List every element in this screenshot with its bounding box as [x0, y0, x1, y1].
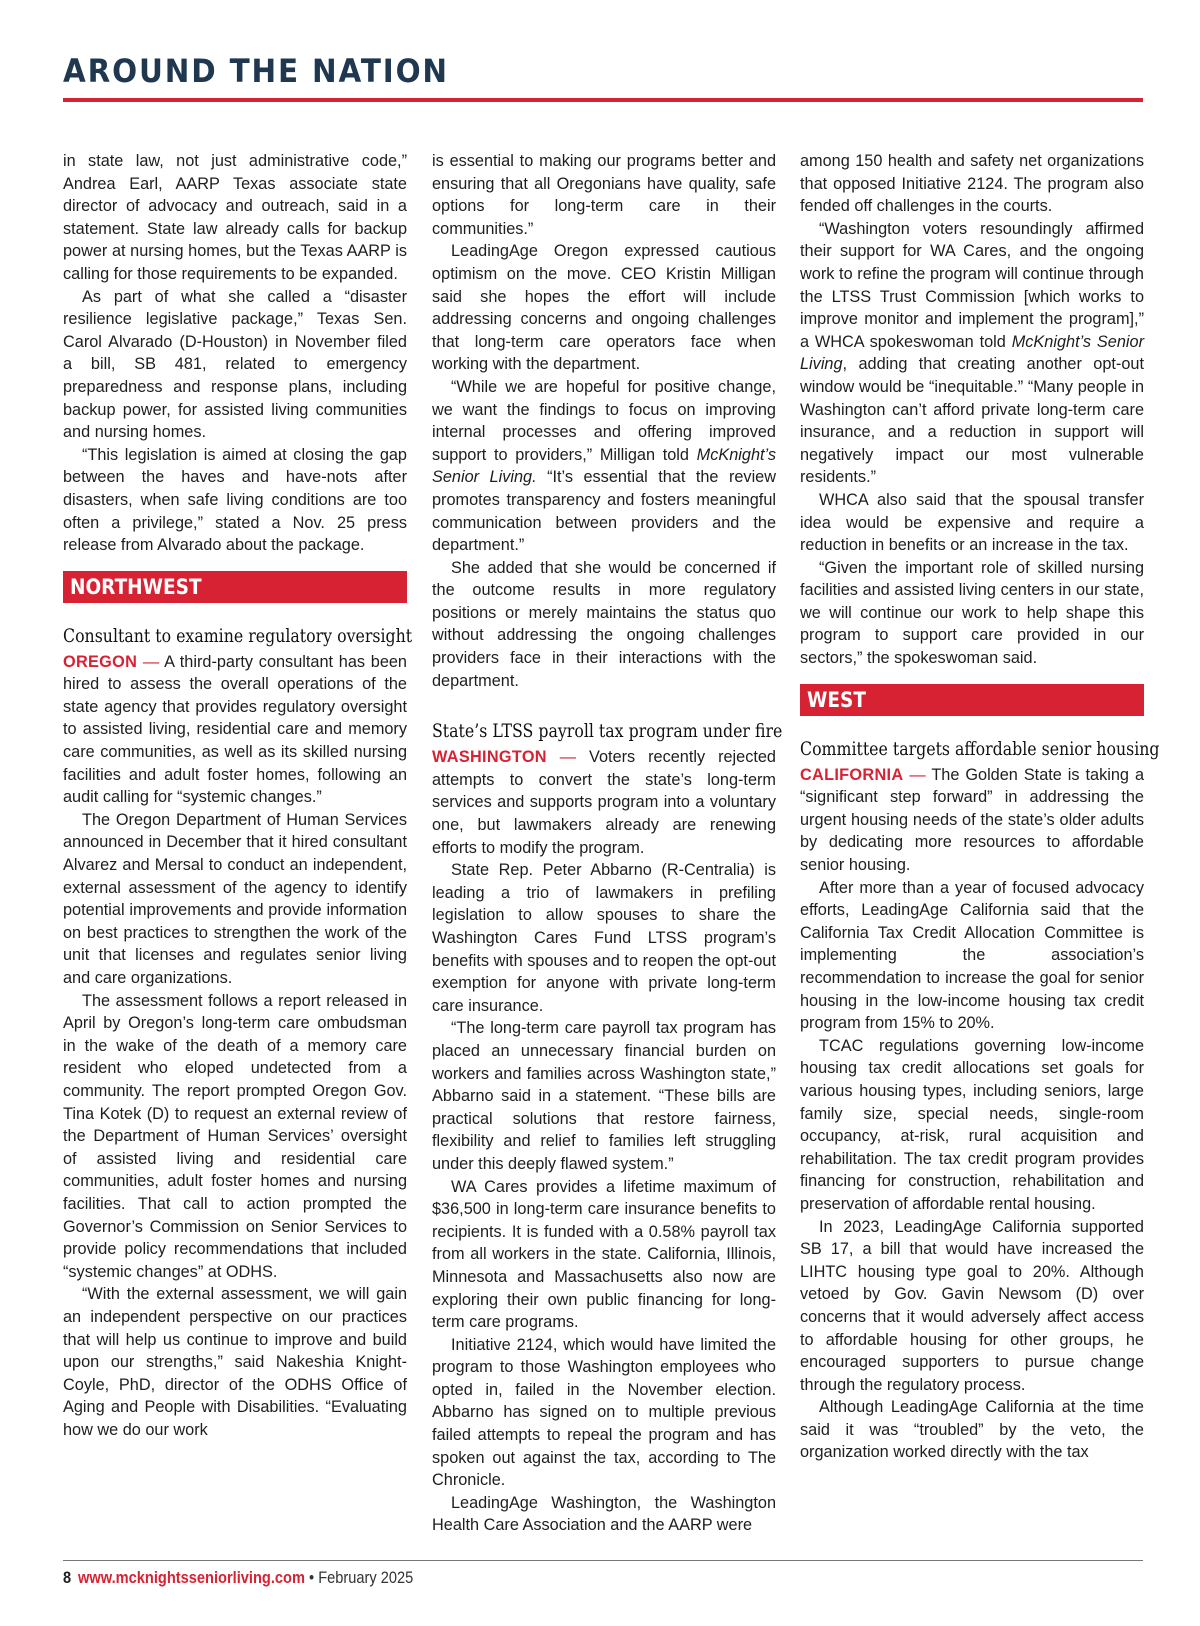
- section-bar-label: NORTHWEST: [70, 574, 202, 599]
- column-3: [800, 150, 1160, 1464]
- paragraph: The Oregon Department of Human Services announced in December that it hired consultant Alvarez and Mersal to conduct an independent, external assessment of the agency to identify potential improvements and provide information on best practices to strengthen the work of the unit that licenses and regulates senior living and care organizations.: [63, 810, 407, 987]
- text-run: “It’s essential that the review promotes transparency and fosters meaningful communication between providers and the department.”: [432, 468, 776, 555]
- article-headline: Consultant to examine regulatory oversight: [63, 624, 413, 647]
- paragraph: The assessment follows a report released in April by Oregon’s long-term care ombudsman in the wake of the death of a memory care resident who eloped undetected from a community. The report prompted Oregon Gov. Tina Kotek (D) to request an external review of the Department of Human Services’ oversight of assisted living and residential care communities, adult foster homes and nursing facilities. That call to action prompted the Governor’s Commission on Senior Services to provide policy recommendations that included “systemic changes” at ODHS.: [63, 991, 407, 1281]
- section-bar-label: WEST: [807, 687, 866, 712]
- state-tag: WASHINGTON: [432, 748, 547, 767]
- publication-name: McKnight’s Senior Living.: [432, 445, 776, 487]
- issue-date: February 2025: [318, 1568, 414, 1587]
- paragraph: [800, 218, 1144, 489]
- paragraph: [432, 376, 776, 557]
- paragraph: After more than a year of focused advocacy efforts, LeadingAge California said that the California Tax Credit Allocation Committee is implementing the association’s recommendation to increase the goal for senior housing in the low-income housing tax credit program from 15% to 20%.: [800, 878, 1144, 1033]
- paragraph: is essential to making our programs better and ensuring that all Oregonians have quality, safe options for long-term care in their communities.”: [432, 152, 776, 238]
- paragraph: “The long-term care payroll tax program has placed an unnecessary financial burden on workers and families across Washington state,” Abbarno said in a statement. “These bills are practical solutions that restore fairness, flexibility and relief to families left struggling under this deeply flawed system.”: [432, 1019, 776, 1173]
- text-run: “Washington voters resoundingly affirmed their support for WA Cares, and the ongoing work to refine the program will continue through the LTSS Trust Commission [which works to improve monitor and implement the program],” a WHCA spokeswoman told: [800, 219, 1144, 351]
- section-header-title: AROUND THE NATION: [63, 52, 449, 90]
- paragraph: Although LeadingAge California at the time said it was “troubled” by the veto, the organization worked directly with the tax: [800, 1398, 1144, 1462]
- page-number: 8: [63, 1568, 72, 1587]
- paragraph: As part of what she called a “disaster resilience legislative package,” Texas Sen. Carol Alvarado (D-Houston) in November filed a bill, SB 481, related to emergency preparedness and response plans, including backup power, for assisted living communities and nursing homes.: [63, 287, 407, 442]
- section-bar-northwest: [63, 571, 407, 603]
- lead-text: A third-party consultant has been hired to assess the overall operations of the state agency that provides regulatory oversight to assisted living, residential care and memory care communities, as well as its skilled nursing facilities and adult foster homes, following an audit calling for “systemic changes.”: [63, 652, 407, 807]
- article-lead: [63, 651, 407, 809]
- paragraph: WA Cares provides a lifetime maximum of $36,500 in long-term care insurance benefits to recipients. It is funded with a 0.58% payroll tax from all workers in the state. California, Illinois, Minnesota and Massachusetts also now are exploring their own public financing for long-term care programs.: [432, 1177, 776, 1332]
- article-headline: State’s LTSS payroll tax program under fire: [432, 720, 783, 743]
- paragraph: Initiative 2124, which would have limited the program to those Washington employees who opted in, failed in the November election. Abbarno has signed on to multiple previous failed attempts to repeal the program and has spoken out against the tax, according to The Chronicle.: [432, 1335, 776, 1490]
- page-footer: [63, 1568, 413, 1588]
- state-tag: OREGON: [63, 652, 138, 671]
- article-lead: [432, 746, 776, 859]
- state-tag: CALIFORNIA: [800, 765, 904, 784]
- website-link[interactable]: www.mcknightsseniorliving.com: [78, 1568, 305, 1587]
- footer-rule: [63, 1560, 1143, 1561]
- tag-dash: —: [903, 765, 932, 784]
- header-rule: [63, 98, 1143, 102]
- paragraph: LeadingAge Washington, the Washington Health Care Association and the AARP were: [432, 1493, 776, 1535]
- publication-name: McKnight’s Senior Living: [800, 332, 1144, 374]
- lead-text: The Golden State is taking a “significant step forward” in addressing the urgent housing needs of the state’s older adults by dedicating more resources to affordable senior housing.: [800, 765, 1144, 875]
- paragraph: LeadingAge Oregon expressed cautious optimism on the move. CEO Kristin Milligan said she hopes the effort will include addressing concerns and ongoing challenges that long-term care operators face when working with the department.: [432, 242, 776, 374]
- paragraph: In 2023, LeadingAge California supported SB 17, a bill that would have increased the LIHTC housing type goal to 20%. Although vetoed by Gov. Gavin Newsom (D) over concerns that it would adversely affect access to affordable housing for other groups, he encouraged supporters to pursue change through the regulatory process.: [800, 1217, 1144, 1394]
- paragraph: among 150 health and safety net organizations that opposed Initiative 2124. The program also fended off challenges in the courts.: [800, 152, 1144, 216]
- paragraph: “With the external assessment, we will gain an independent perspective on our practices that will help us continue to improve and build upon our strengths,” said Nakeshia Knight-Coyle, PhD, director of the ODHS Office of Aging and People with Disabilities. “Evaluating how we do our work: [63, 1285, 407, 1439]
- paragraph: “This legislation is aimed at closing the gap between the haves and have-nots after disasters, when safe living conditions are too often a privilege,” stated a Nov. 25 press release from Alvarado about the package.: [63, 445, 407, 555]
- column-2: [432, 150, 783, 1537]
- article-lead: [800, 764, 1144, 877]
- paragraph: WHCA also said that the spousal transfer idea would be expensive and require a reduction in benefits or an increase in the tax.: [800, 490, 1144, 555]
- lead-text: Voters recently rejected attempts to convert the state’s long-term services and supports program into a voluntary one, but lawmakers already are renewing efforts to modify the program.: [432, 748, 776, 857]
- column-1: [63, 150, 413, 1441]
- section-bar-west: [800, 684, 1144, 716]
- paragraph: State Rep. Peter Abbarno (R-Centralia) is leading a trio of lawmakers in prefiling legislation to allow spouses to share the Washington Cares Fund LTSS program’s benefits with spouses and to reopen the opt-out exemption for anyone with private long-term care insurance.: [432, 861, 776, 1015]
- paragraph: TCAC regulations governing low-income housing tax credit allocations set goals for various housing types, including seniors, large family size, special needs, single-room occupancy, at-risk, rural acquisition and rehabilitation. The tax credit program provides financing for construction, rehabilitation and preservation of affordable rental housing.: [800, 1036, 1144, 1213]
- tag-dash: —: [137, 652, 165, 671]
- article-headline: Committee targets affordable senior housing: [800, 737, 1160, 760]
- footer-separator: •: [304, 1568, 319, 1587]
- paragraph: in state law, not just administrative code,” Andrea Earl, AARP Texas associate state director of advocacy and outreach, said in a statement. State law already calls for backup power at nursing homes, but the Texas AARP is calling for those requirements to be expanded.: [63, 152, 407, 283]
- text-run: , adding that creating another opt-out window would be “inequitable.” “Many people in Washington can’t afford private long-term care insurance, and a reduction in support will negatively impact our most vulnerable residents.”: [800, 355, 1144, 487]
- text-run: “While we are hopeful for positive change, we want the findings to focus on improving internal processes and offering improved support to providers,” Milligan told: [432, 377, 776, 464]
- paragraph: She added that she would be concerned if the outcome results in more regulatory positions or merely maintains the status quo without addressing the ongoing challenges providers face in their interactions with the department.: [432, 558, 776, 690]
- tag-dash: —: [546, 748, 590, 767]
- paragraph: “Given the important role of skilled nursing facilities and assisted living centers in our state, we will continue our work to help shape this program to support care provided in our sectors,” the spokeswoman said.: [800, 558, 1144, 668]
